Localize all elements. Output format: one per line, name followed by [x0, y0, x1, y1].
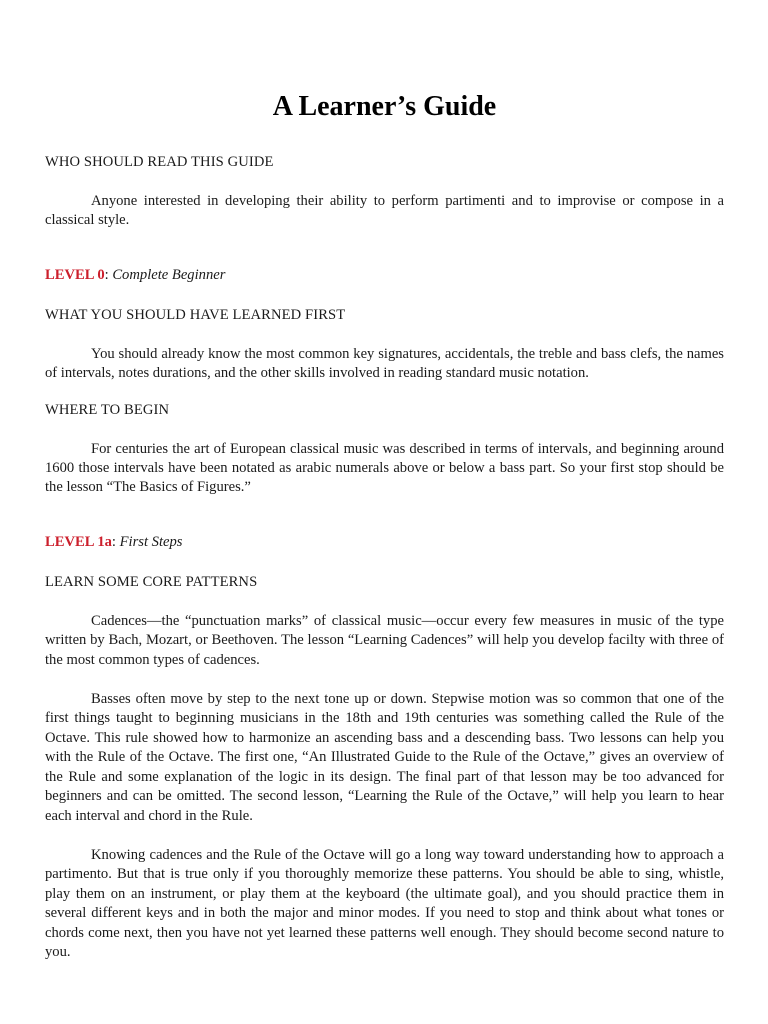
spacer: [45, 670, 724, 690]
spacer: [45, 128, 724, 152]
paragraph-cadences: Cadences—the “punctuation marks” of classical music—occur every few measures in music of the type written by Bach, Mozart, or Beethoven. The lesson “Learning Cadences” will help you develop facilty with three of the most common types of cadences.: [45, 612, 724, 668]
paragraph-rule-of-octave: Basses often move by step to the next tone up or down. Stepwise motion was so common that one of the first things taught to beginning musicians in the 18th and 19th centuries was something called the Rule of the Octave. This rule showed how to harmonize an ascending bass and a descending bass. Two lessons can help you with the Rule of the Octave. The first one, “An Illustrated Guide to the Rule of the Octave,” gives an overview of the Rule and some explanation of the logic in its design. The final part of that lesson may be too advanced for beginners and can be omitted. The second lesson, “Learning the Rule of the Octave,” will help you learn to hear each interval and chord in the Rule.: [45, 691, 724, 824]
spacer: [45, 384, 724, 400]
spacer: [45, 592, 724, 612]
section-heading-who: WHO SHOULD READ THIS GUIDE: [45, 154, 274, 170]
paragraph-memorize-patterns: Knowing cadences and the Rule of the Octave will go a long way toward understanding how to approach a partimento. But that is true only if you thoroughly memorize these patterns. You should be able to sing, whistle, play them on an instrument, or play them at the keyboard (the ultimate goal), and you should practice them in several different keys and in both the major and minor modes. If you need to stop and think about what tones or chords come next, then you have not yet learned these patterns well enough. They should become second nature to you.: [45, 846, 724, 960]
spacer: [45, 172, 724, 192]
level-label-0: [45, 265, 724, 285]
spacer: [45, 325, 724, 345]
spacer: [45, 826, 724, 846]
spacer: [45, 285, 724, 305]
spacer: [45, 231, 724, 265]
level-separator: :: [111, 533, 120, 550]
spacer: [45, 420, 724, 440]
level-separator: :: [104, 266, 113, 283]
level-name: Complete Beginner: [112, 266, 226, 283]
level-code: LEVEL 1a: [45, 533, 112, 550]
level-name: First Steps: [119, 533, 183, 550]
spacer: [45, 498, 724, 532]
section-heading-core-patterns: LEARN SOME CORE PATTERNS: [45, 573, 258, 590]
paragraph-who: Anyone interested in developing their ability to perform partimenti and to improvise or compose in a classical style.: [45, 193, 724, 229]
level-code: LEVEL 0: [45, 266, 105, 283]
spacer: [45, 552, 724, 572]
page-title: A Learner’s Guide: [272, 91, 497, 122]
level-label-1a: [45, 532, 724, 552]
section-heading-learned-first: WHAT YOU SHOULD HAVE LEARNED FIRST: [45, 306, 346, 323]
paragraph-learned-first: You should already know the most common key signatures, accidentals, the treble and bass clefs, the names of intervals, notes durations, and the other skills involved in reading standard music notation.: [45, 345, 724, 382]
section-heading-where: WHERE TO BEGIN: [45, 401, 170, 418]
paragraph-where: For centuries the art of European classical music was described in terms of intervals, and beginning around 1600 those intervals have been notated as arabic numerals above or below a bass part. So your first stop should be the lesson “The Basics of Figures.”: [45, 440, 724, 496]
